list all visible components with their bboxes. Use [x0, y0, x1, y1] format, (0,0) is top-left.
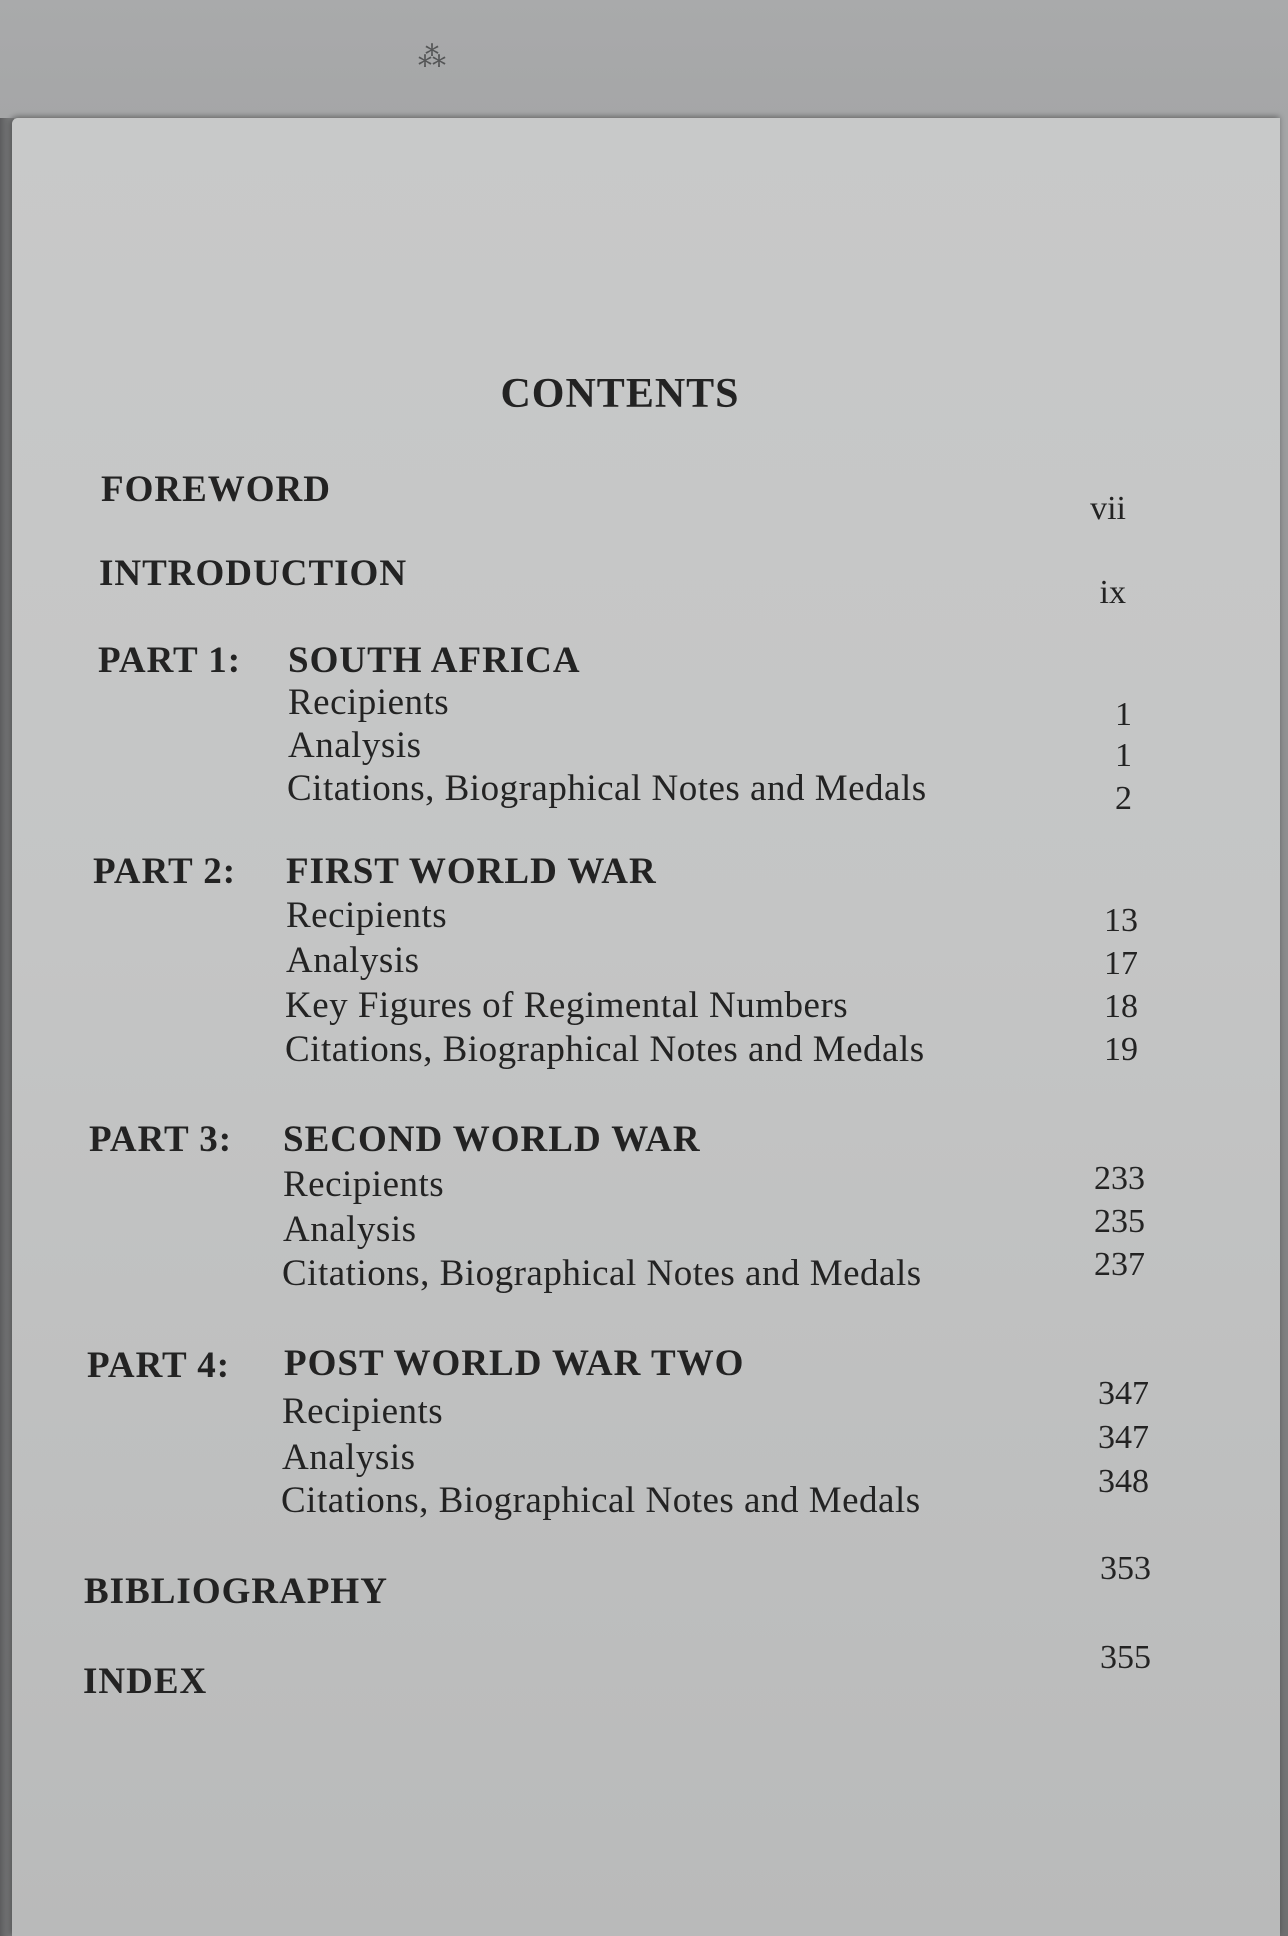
toc-part2-label: PART 2:: [93, 851, 237, 892]
toc-page-introduction: ix: [1099, 574, 1126, 611]
toc-part2-page: 18: [1104, 988, 1138, 1025]
toc-part1-item: Analysis: [288, 725, 422, 766]
toc-part3-label: PART 3:: [89, 1119, 233, 1160]
toc-part1-heading: SOUTH AFRICA: [288, 640, 581, 681]
toc-page-foreword: vii: [1090, 490, 1126, 527]
page-title: CONTENTS: [500, 371, 740, 417]
toc-part2-item: Key Figures of Regimental Numbers: [285, 985, 849, 1026]
toc-part4-page: 347: [1098, 1375, 1149, 1412]
toc-part1-label: PART 1:: [98, 640, 242, 681]
toc-part2-heading: FIRST WORLD WAR: [286, 851, 657, 892]
toc-part3-heading: SECOND WORLD WAR: [283, 1119, 701, 1160]
toc-part4-heading: POST WORLD WAR TWO: [284, 1343, 745, 1384]
toc-part3-item: Analysis: [283, 1209, 417, 1250]
toc-entry-foreword: FOREWORD: [101, 469, 331, 510]
toc-part4-item: Analysis: [282, 1437, 416, 1478]
toc-entry-bibliography: BIBLIOGRAPHY: [84, 1571, 388, 1612]
toc-part4-page: 347: [1098, 1419, 1149, 1456]
toc-part2-item: Analysis: [286, 940, 420, 981]
toc-part3-page: 233: [1094, 1160, 1145, 1197]
toc-part1-item: Recipients: [288, 682, 450, 723]
toc-entry-introduction: INTRODUCTION: [99, 553, 408, 594]
toc-part2-page: 13: [1104, 902, 1138, 939]
toc-part2-item: Citations, Biographical Notes and Medals: [285, 1029, 925, 1070]
toc-part3-page: 235: [1094, 1203, 1145, 1240]
toc-entry-index: INDEX: [83, 1661, 208, 1702]
toc-part2-page: 17: [1104, 945, 1138, 982]
toc-part3-page: 237: [1094, 1246, 1145, 1283]
toc-part1-item: Citations, Biographical Notes and Medals: [287, 768, 927, 809]
toc-part1-page: 1: [1115, 696, 1132, 733]
toc-page-index: 355: [1100, 1639, 1151, 1676]
toc-part2-page: 19: [1104, 1031, 1138, 1068]
dust-speck-icon: ⁂: [418, 42, 446, 73]
toc-part2-item: Recipients: [286, 895, 448, 936]
toc-part4-label: PART 4:: [87, 1345, 231, 1386]
toc-part3-item: Recipients: [283, 1164, 445, 1205]
toc-page-bibliography: 353: [1100, 1550, 1151, 1587]
toc-part1-page: 1: [1115, 737, 1132, 774]
toc-part1-page: 2: [1115, 780, 1132, 817]
toc-part4-page: 348: [1098, 1463, 1149, 1500]
toc-part4-item: Recipients: [282, 1391, 444, 1432]
toc-part3-item: Citations, Biographical Notes and Medals: [282, 1253, 922, 1294]
toc-part4-item: Citations, Biographical Notes and Medals: [281, 1480, 921, 1521]
